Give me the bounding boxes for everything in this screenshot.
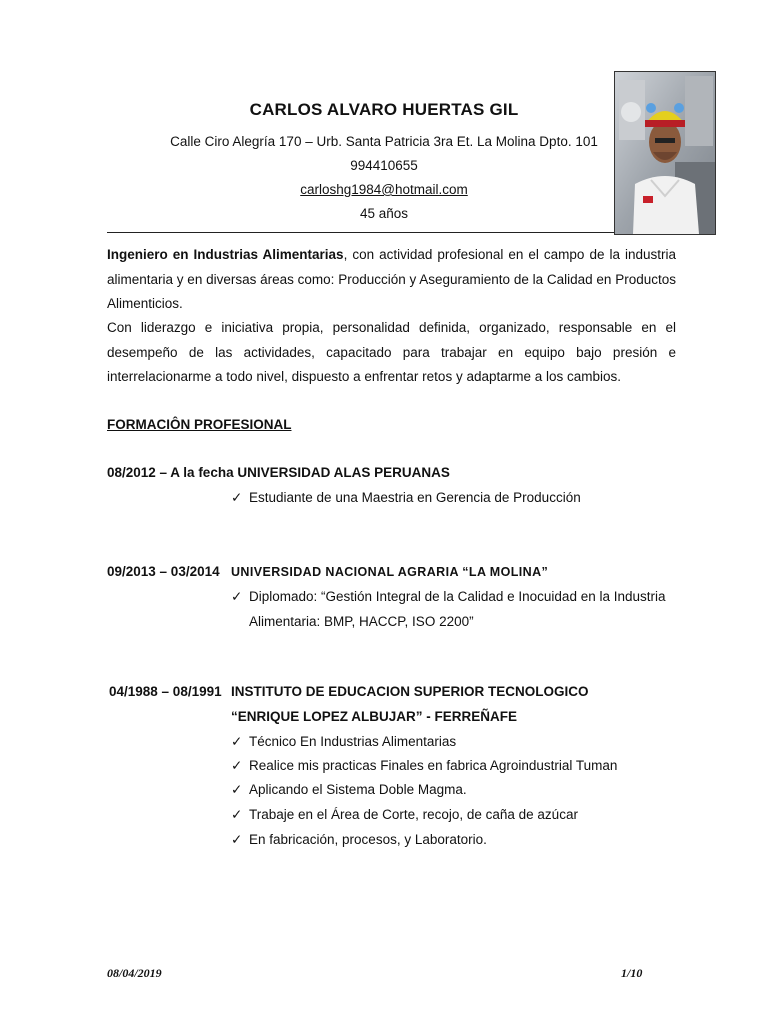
checkmark-icon: ✓ [231, 490, 243, 505]
list-item-text: En fabricación, procesos, y Laboratorio. [249, 832, 487, 847]
list-item-text: Estudiante de una Maestria en Gerencia de Producción [249, 490, 581, 505]
list-item [231, 807, 578, 823]
list-item-text: Técnico En Industrias Alimentarias [249, 734, 457, 749]
checkmark-icon: ✓ [231, 589, 243, 604]
entry-date: 08/2012 – A la fecha [107, 465, 234, 480]
entry-date: 09/2013 – 03/2014 [107, 564, 220, 579]
page-number: 1/10 [621, 966, 643, 980]
list-item-text: Realice mis practicas Finales en fabrica Agroindustrial Tuman [249, 758, 618, 773]
section-title: FORMACIÔN PROFESIONAL [107, 417, 292, 432]
entry-institution: UNIVERSIDAD NACIONAL AGRARIA “LA MOLINA” [231, 565, 549, 579]
entry-institution-line2: “ENRIQUE LOPEZ ALBUJAR” - FERREÑAFE [231, 709, 518, 724]
list-item [231, 782, 467, 798]
entry-institution: UNIVERSIDAD ALAS PERUANAS [237, 465, 450, 480]
summary-paragraph-1 [107, 243, 676, 317]
email-link[interactable]: carloshg1984@hotmail.com [300, 182, 468, 197]
address: Calle Ciro Alegría 170 – Urb. Santa Patricia 3ra Et. La Molina Dpto. 101 [170, 134, 598, 149]
list-item [231, 758, 617, 774]
entry-institution: INSTITUTO DE EDUCACION SUPERIOR TECNOLOGICO [231, 684, 589, 699]
list-item [231, 589, 666, 605]
checkmark-icon: ✓ [231, 734, 243, 749]
profile-photo [614, 71, 716, 235]
checkmark-icon: ✓ [231, 758, 243, 773]
list-item-text: Diplomado: “Gestión Integral de la Calidad e Inocuidad en la Industria [249, 589, 666, 604]
list-item-continued: Alimentaria: BMP, HACCP, ISO 2200” [249, 614, 474, 629]
checkmark-icon: ✓ [231, 832, 243, 847]
list-item [231, 832, 487, 848]
list-item-text: Aplicando el Sistema Doble Magma. [249, 782, 467, 797]
summary-paragraph-2: Con liderazgo e iniciativa propia, personalidad definida, organizado, responsable en el desempeño de las actividades, capacitado para trabajar en equipo bajo presión e interrelacionarme a todo nivel, dispuesto a enfrentar retos y adaptarme a los cambios. [107, 320, 676, 384]
candidate-name: CARLOS ALVARO HUERTAS GIL [249, 100, 519, 119]
list-item [231, 734, 456, 750]
education-entry-header [107, 564, 220, 579]
list-item [231, 490, 581, 506]
checkmark-icon: ✓ [231, 807, 243, 822]
list-item-text: Trabaje en el Área de Corte, recojo, de caña de azúcar [249, 807, 578, 822]
person-photo-icon [615, 72, 715, 234]
footer-date: 08/04/2019 [107, 966, 162, 980]
age: 45 años [359, 206, 409, 221]
phone-number: 994410655 [350, 158, 418, 173]
education-entry-header [107, 465, 450, 480]
entry-date: 04/1988 – 08/1991 [109, 684, 222, 699]
summary-text: , con actividad profesional en el campo de la industria alimentaria y en diversas áreas como: Producción y Aseguramiento de la Calidad en Productos Alimenticios. [107, 247, 676, 311]
education-entry-header [109, 684, 222, 699]
summary-title: Ingeniero en Industrias Alimentarias [107, 247, 344, 262]
checkmark-icon: ✓ [231, 782, 243, 797]
